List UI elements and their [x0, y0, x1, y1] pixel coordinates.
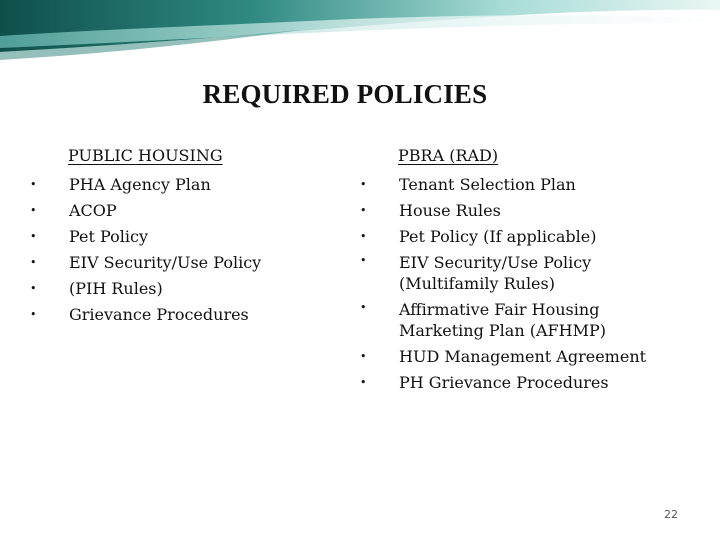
list-item — [360, 172, 690, 198]
list-item — [30, 250, 330, 276]
list-item — [360, 297, 690, 344]
list-item-text: Pet Policy (If applicable) — [399, 227, 597, 246]
list-item — [30, 302, 330, 328]
bullet-icon: • — [30, 230, 37, 243]
bullet-icon: • — [360, 350, 367, 363]
list-item-text: House Rules — [399, 201, 501, 220]
bullet-icon: • — [30, 308, 37, 321]
page-number: 22 — [664, 508, 678, 521]
bullet-icon: • — [360, 301, 367, 314]
header-banner-graphic — [0, 0, 720, 70]
list-item — [30, 198, 330, 224]
bullet-icon: • — [30, 204, 37, 217]
slide-title: REQUIRED POLICIES — [202, 79, 488, 109]
bullet-icon: • — [30, 178, 37, 191]
list-item-text: Tenant Selection Plan — [399, 175, 576, 194]
list-item-text: (PIH Rules) — [69, 279, 163, 298]
pbra-rad-heading: PBRA (RAD) — [398, 146, 499, 165]
list-item — [360, 370, 690, 396]
list-item-text: EIV Security/Use Policy — [69, 253, 262, 272]
list-item-text-continued: (Multifamily Rules) — [399, 274, 555, 293]
list-item-text-continued: Marketing Plan (AFHMP) — [399, 321, 606, 340]
list-item-text: HUD Management Agreement — [399, 347, 647, 366]
bullet-icon: • — [30, 282, 37, 295]
list-item — [360, 198, 690, 224]
list-item — [30, 172, 330, 198]
public-housing-heading: PUBLIC HOUSING — [68, 146, 223, 165]
bullet-icon: • — [360, 254, 367, 267]
list-item-text: PH Grievance Procedures — [399, 373, 609, 392]
list-item — [30, 224, 330, 250]
public-housing-list — [30, 172, 330, 328]
pbra-rad-list — [360, 172, 690, 396]
list-item — [360, 344, 690, 370]
list-item — [360, 224, 690, 250]
list-item-text: PHA Agency Plan — [69, 175, 211, 194]
bullet-icon: • — [360, 376, 367, 389]
list-item — [30, 276, 330, 302]
list-item-text: Pet Policy — [69, 227, 149, 246]
list-item-text: ACOP — [69, 201, 117, 220]
list-item-text: Affirmative Fair Housing — [399, 300, 600, 319]
bullet-icon: • — [360, 204, 367, 217]
bullet-icon: • — [360, 178, 367, 191]
bullet-icon: • — [30, 256, 37, 269]
list-item — [360, 250, 690, 297]
list-item-text: EIV Security/Use Policy — [399, 253, 592, 272]
list-item-text: Grievance Procedures — [69, 305, 249, 324]
bullet-icon: • — [360, 230, 367, 243]
